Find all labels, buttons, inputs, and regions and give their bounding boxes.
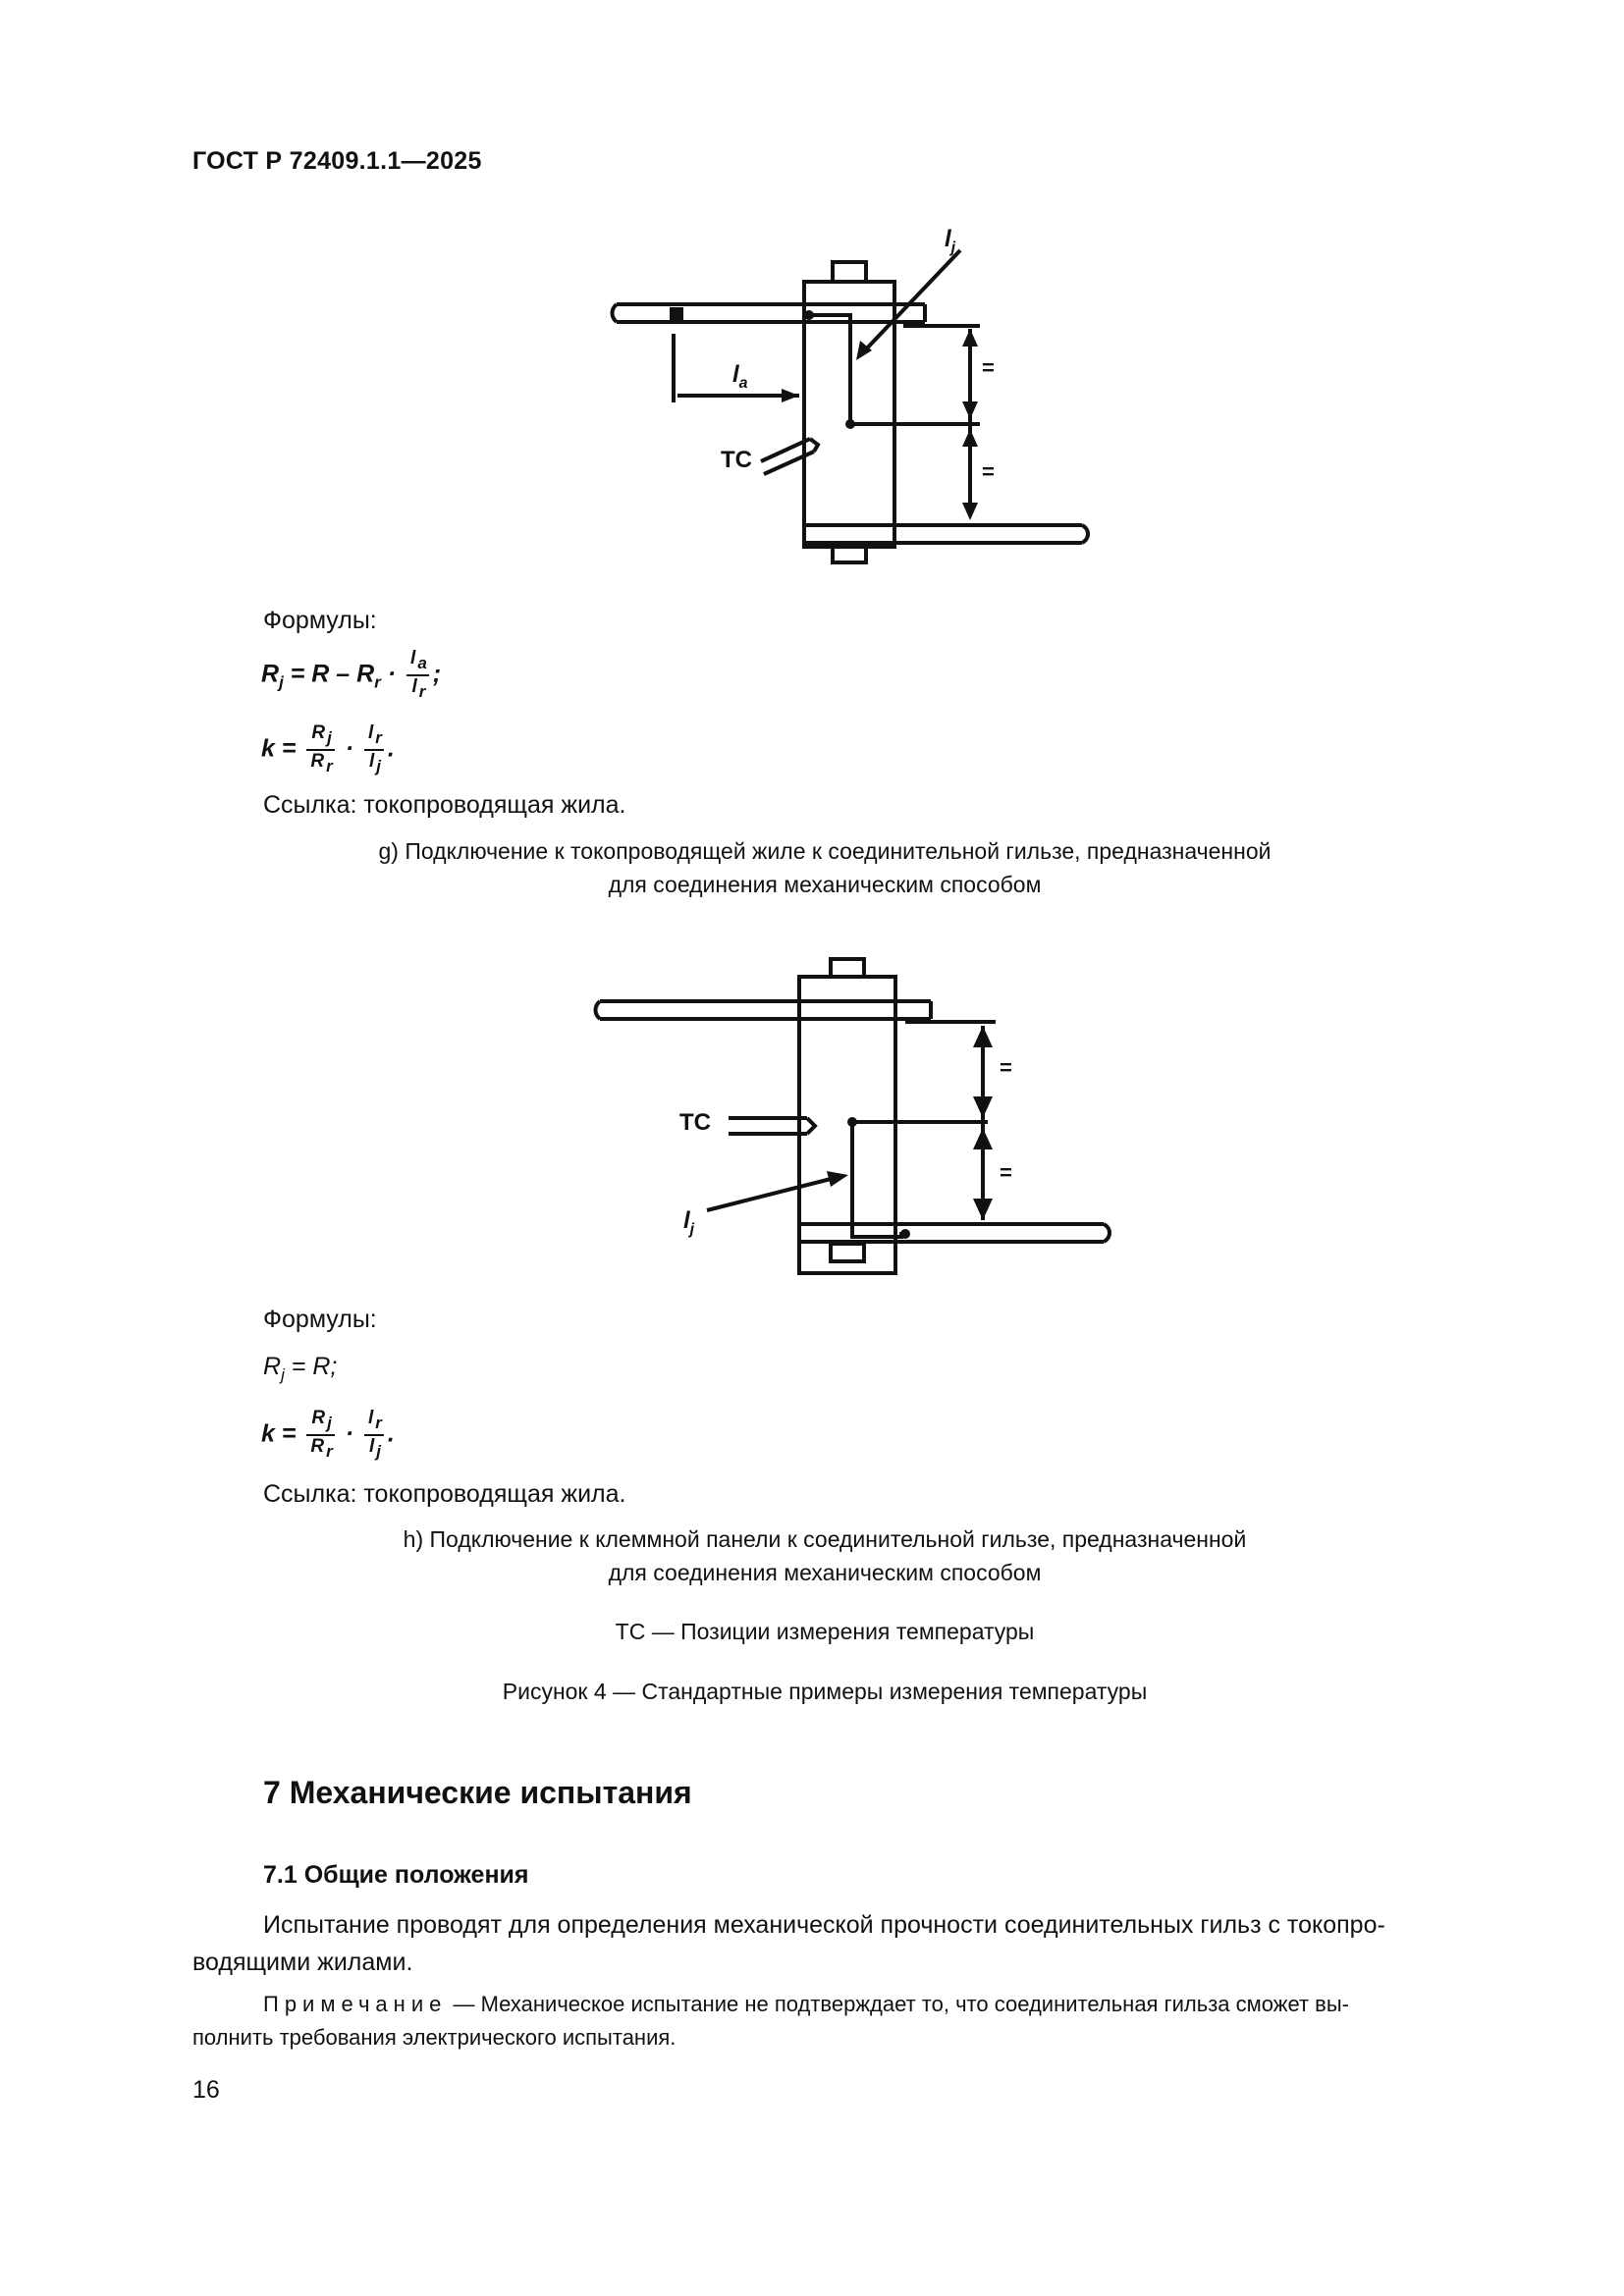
figure-g-label-lj: $l_j$ — [945, 226, 956, 256]
figure-g-eq-upper: = — [982, 355, 995, 380]
figure-title: Рисунок 4 — Стандартные примеры измерения температуры — [502, 1679, 1148, 1704]
figure-h-diagram — [585, 947, 1115, 1281]
note-block — [192, 1988, 1510, 2055]
figure-g-formula-k: k = $\frac{R _j}{R _r}$ · $\frac{l _r}{l _j}$ . — [261, 722, 395, 775]
figure-h-caption-line1: h) Подключение к клеммной панели к соединительной гильзе, предназначенной — [403, 1526, 1247, 1552]
figure-g-label-tc: TC — [721, 447, 752, 473]
paragraph-line2: водящими жилами. — [192, 1949, 413, 1976]
figure-g-formula-rj: $R_j = R - R_r$ · $\frac{l _a}{l _r}$ ; — [261, 648, 442, 701]
figure-h-eq-lower: = — [1000, 1160, 1012, 1185]
figure-h-label-lj: $l_j$ — [683, 1207, 695, 1238]
page-number: 16 — [192, 2076, 220, 2104]
figure-h-reference: Ссылка: токопроводящая жила. — [263, 1480, 626, 1508]
figure-h-formulas-label: Формулы: — [263, 1306, 377, 1333]
figure-h-svg — [585, 947, 1115, 1281]
note-line1: Примечание — Механическое испытание не подтверждает то, что соединительная гильза сможет вы- — [263, 1992, 1349, 2016]
figure-g-svg — [609, 221, 1119, 574]
figure-g-caption-line1: g) Подключение к токопроводящей жиле к соединительной гильзе, предназначенной — [378, 838, 1272, 864]
figure-g-label-la: $l_a$ — [732, 361, 748, 392]
figure-g-diagram — [609, 221, 1119, 574]
figure-h-label-tc: TC — [679, 1109, 711, 1136]
subsection-heading: 7.1 Общие положения — [263, 1861, 529, 1889]
figure-h-caption-line2: для соединения механическим способом — [608, 1560, 1042, 1585]
figure-g-eq-lower: = — [982, 459, 995, 484]
figure-g-formulas-label: Формулы: — [263, 607, 377, 634]
figure-g-caption-line2: для соединения механическим способом — [608, 872, 1042, 897]
figure-h-formula-k: k = $\frac{R _j}{R _r}$ · $\frac{l _r}{l _j}$ . — [261, 1408, 395, 1461]
figure-h-caption — [295, 1522, 1355, 1589]
figure-h-eq-upper: = — [1000, 1055, 1012, 1080]
figure-h-formula-rj: $R_j = R$; — [263, 1353, 338, 1384]
section-paragraph — [192, 1906, 1510, 1981]
document-header: ГОСТ Р 72409.1.1—2025 — [192, 147, 482, 175]
note-label: Примечание — [263, 1992, 448, 2016]
figure-g-caption — [295, 834, 1355, 901]
paragraph-line1: Испытание проводят для определения механической прочности соединительных гильз с токопро- — [263, 1911, 1385, 1939]
note-line2: полнить требования электрического испытания. — [192, 2025, 677, 2050]
section-heading: 7 Механические испытания — [263, 1775, 692, 1810]
figure-legend: TC — Позиции измерения температуры — [615, 1619, 1035, 1644]
figure-g-reference: Ссылка: токопроводящая жила. — [263, 791, 626, 819]
